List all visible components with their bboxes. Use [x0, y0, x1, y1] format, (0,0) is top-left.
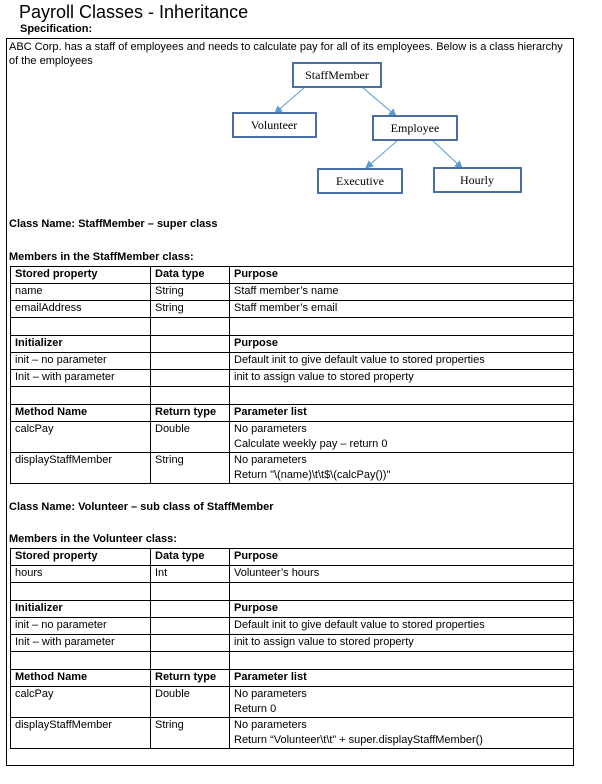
node-executive-label: Executive	[336, 174, 384, 188]
node-staffmember	[293, 63, 381, 87]
node-volunteer	[233, 113, 316, 137]
header-cell	[151, 601, 230, 618]
table-row	[11, 422, 574, 453]
spacer-row	[11, 583, 574, 601]
page-title: Payroll Classes - Inheritance	[19, 2, 249, 22]
param-line: Return 0	[234, 703, 277, 715]
table-cell: init – no parameter	[11, 618, 151, 635]
table-header-row	[11, 549, 574, 566]
intro-text: ABC Corp. has a staff of employees and needs to calculate pay for all of its employees. Below is a class hierarchy of the employees	[9, 41, 563, 67]
header-cell: Parameter list	[230, 405, 574, 422]
table-cell: String	[151, 301, 230, 318]
arrow-employee-hourly	[432, 140, 462, 168]
table-header-row	[11, 670, 574, 687]
node-staffmember-label: StaffMember	[305, 68, 369, 82]
arrow-staffmember-employee	[362, 87, 396, 116]
table-cell: init to assign value to stored property	[230, 370, 574, 387]
table-row	[11, 453, 574, 484]
header-cell: Method Name	[11, 670, 151, 687]
table-cell: emailAddress	[11, 301, 151, 318]
header-cell: Purpose	[230, 267, 574, 284]
header-cell: Initializer	[11, 601, 151, 618]
param-line: No parameters	[234, 423, 307, 435]
table-cell	[230, 422, 574, 453]
table-cell: Volunteer’s hours	[230, 566, 574, 583]
table-cell	[151, 635, 230, 652]
header-cell: Stored property	[11, 549, 151, 566]
header-cell: Initializer	[11, 336, 151, 353]
table-row	[11, 718, 574, 749]
header-cell: Method Name	[11, 405, 151, 422]
table-cell: Staff member’s name	[230, 284, 574, 301]
header-cell: Return type	[151, 670, 230, 687]
table-cell: Int	[151, 566, 230, 583]
param-line: No parameters	[234, 719, 307, 731]
node-employee-label: Employee	[390, 121, 440, 135]
header-cell: Data type	[151, 267, 230, 284]
staffmember-members-table	[10, 266, 574, 484]
header-cell: Return type	[151, 405, 230, 422]
table-cell: Default init to give default value to stored properties	[230, 618, 574, 635]
param-line: Calculate weekly pay – return 0	[234, 438, 388, 450]
header-cell: Data type	[151, 549, 230, 566]
volunteer-members-heading: Members in the Volunteer class:	[9, 533, 177, 545]
spacer-row	[11, 387, 574, 405]
table-cell: displayStaffMember	[11, 453, 151, 484]
node-hourly-label: Hourly	[460, 173, 494, 187]
staffmember-class-name: Class Name: StaffMember – super class	[9, 218, 218, 230]
table-cell: calcPay	[11, 687, 151, 718]
table-cell: displayStaffMember	[11, 718, 151, 749]
volunteer-members-table	[10, 548, 574, 749]
table-cell: String	[151, 284, 230, 301]
table-row	[11, 618, 574, 635]
header-cell	[151, 336, 230, 353]
node-volunteer-label: Volunteer	[250, 118, 298, 132]
spacer-row	[11, 652, 574, 670]
arrow-staffmember-volunteer	[275, 87, 305, 113]
header-cell: Purpose	[230, 601, 574, 618]
param-line: Return “Volunteer\t\t” + super.displayStaffMember()	[234, 734, 483, 746]
table-cell: String	[151, 718, 230, 749]
table-cell: Init – with parameter	[11, 370, 151, 387]
volunteer-class-name: Class Name: Volunteer – sub class of StaffMember	[9, 501, 274, 513]
param-line: Return "\(name)\t\t$\(calcPay())"	[234, 469, 391, 481]
table-cell: calcPay	[11, 422, 151, 453]
param-line: No parameters	[234, 454, 307, 466]
table-cell: Default init to give default value to stored properties	[230, 353, 574, 370]
table-row	[11, 284, 574, 301]
table-cell: Double	[151, 422, 230, 453]
table-header-row	[11, 601, 574, 618]
table-header-row	[11, 405, 574, 422]
spacer-row	[11, 318, 574, 336]
node-employee	[373, 116, 457, 140]
table-row	[11, 566, 574, 583]
table-cell	[151, 353, 230, 370]
table-row	[11, 353, 574, 370]
table-row	[11, 301, 574, 318]
header-cell: Purpose	[230, 336, 574, 353]
table-cell	[151, 618, 230, 635]
table-cell: hours	[11, 566, 151, 583]
specification-label: Specification:	[20, 23, 93, 35]
header-cell: Purpose	[230, 549, 574, 566]
table-cell	[230, 687, 574, 718]
class-hierarchy-diagram	[0, 0, 602, 200]
table-cell: Double	[151, 687, 230, 718]
table-cell	[230, 718, 574, 749]
table-cell	[230, 453, 574, 484]
table-cell: String	[151, 453, 230, 484]
node-hourly	[434, 168, 521, 192]
table-header-row	[11, 336, 574, 353]
staffmember-members-heading: Members in the StaffMember class:	[9, 251, 194, 263]
table-cell: name	[11, 284, 151, 301]
header-cell: Stored property	[11, 267, 151, 284]
table-cell: Staff member’s email	[230, 301, 574, 318]
table-header-row	[11, 267, 574, 284]
node-executive	[318, 169, 402, 193]
param-line: No parameters	[234, 688, 307, 700]
header-cell: Parameter list	[230, 670, 574, 687]
table-cell	[151, 370, 230, 387]
table-cell: init – no parameter	[11, 353, 151, 370]
arrow-employee-executive	[366, 140, 398, 168]
table-row	[11, 687, 574, 718]
table-row	[11, 370, 574, 387]
table-cell: Init – with parameter	[11, 635, 151, 652]
table-cell: init to assign value to stored property	[230, 635, 574, 652]
table-row	[11, 635, 574, 652]
